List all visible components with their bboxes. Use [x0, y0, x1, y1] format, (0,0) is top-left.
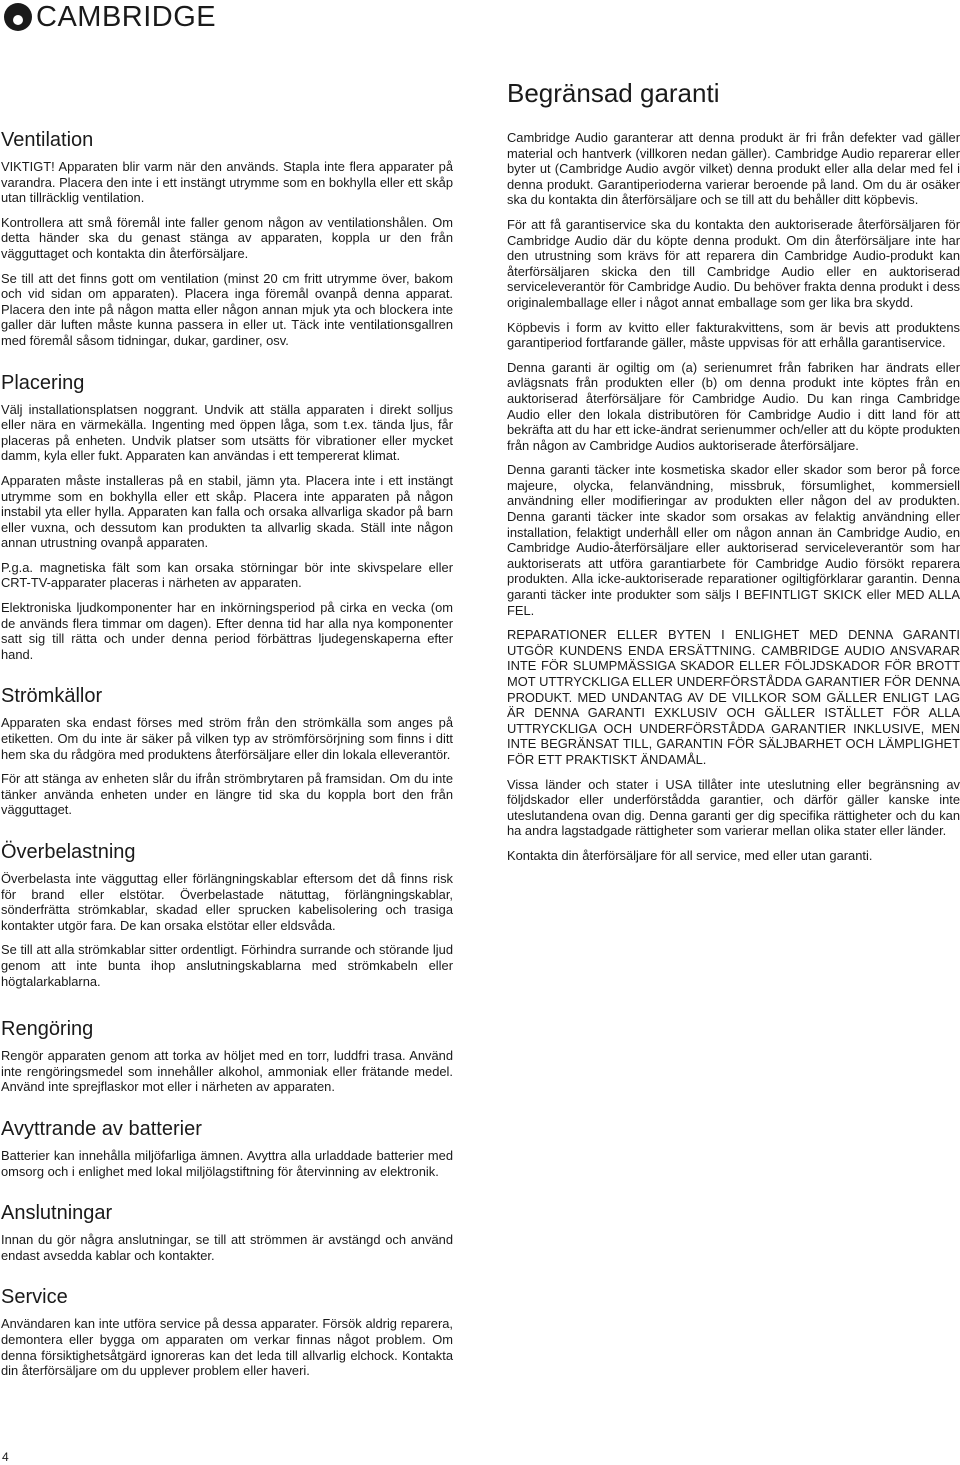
left-column [1, 126, 453, 1399]
paragraph: Innan du gör några anslutningar, se till att strömmen är avstängd och använd endast avsedda kablar och kontakter. [1, 1232, 453, 1263]
section-heading: Service [1, 1286, 68, 1309]
section-service [1, 1283, 453, 1378]
paragraph: Denna garanti är ogiltig om (a) serienumret från fabriken har ändrats eller avlägsnats från produkten eller (b) om denna produkt inte köptes från en auktoriserad återförsäljare för Cambridge Audio. Du kan ringa Cambridge Audio eller den lokala distributören för Cambridge Audio i ditt land för att bekräfta att du har ett icke-ändrat serienummer och/eller att du köpte produkten från någon av Cambridge Audios auktoriserade återförsäljare. [507, 359, 960, 453]
cambridge-logo-icon [4, 3, 32, 31]
paragraph: Denna garanti täcker inte kosmetiska skador eller skador som beror på force majeure, olycka, felanvändning, missbruk, försumlighet, kommersiell användning eller modifieringar av produkten eller någon del av produkten. Denna garanti täcker inte skador som orsakas av felaktig användning eller installation, felaktigt underhåll eller om någon annan än Cambridge Audio, en Cambridge Audio-återförsäljare eller auktoriserad serviceleverantör som har auktoriserats att utföra garantiarbete för Cambridge Audio försökt reparera produkten. Alla icke-auktoriserade reparationer ogiltigförklarar garantin. Denna garanti täcker inte produkter som säljs I BEFINTLIGT SKICK eller MED ALLA FEL. [507, 462, 960, 618]
paragraph: Se till att alla strömkablar sitter ordentligt. Förhindra surrande och störande ljud genom att inte bunta ihop anslutningskablarna med strömkabeln eller högtalarkablarna. [1, 942, 453, 989]
cambridge-logo [4, 2, 216, 32]
paragraph: Apparaten måste installeras på en stabil, jämn yta. Placera inte i ett instängt utrymme som en bokhylla eller ett skåp. Placera inte apparaten på någon instabil yta eller hylla. Apparaten kan falla och orsaka allvarliga skador på barn eller vuxna, och dessutom kan produkten ta allvarlig skada. Ställ inte någon annan utrustning ovanpå apparaten. [1, 472, 453, 551]
right-column [507, 76, 960, 873]
section-stromkallor [1, 682, 453, 818]
paragraph: Kontakta din återförsäljare för all service, med eller utan garanti. [507, 847, 873, 863]
section-heading: Ventilation [1, 129, 94, 151]
section-heading: Avyttrande av batterier [1, 1117, 202, 1140]
paragraph: Överbelasta inte vägguttag eller förlängningskablar eftersom det då finns risk för brand eller elstötar. Överbelastade nätuttag, förlängningskablar, sönderfrätta strömkablar, skadad eller sprucken kabelisolering och trasiga kontakter utgör fara. De kan orsaka elstötar eller eldsvåda. [1, 871, 453, 933]
paragraph: Elektroniska ljudkomponenter har en inkörningsperiod på cirka en vecka (om de används flera timmar om dagen). Efter denna tid har alla nya komponenter satt sig till rätta och under denna period förbättras ljudegenskaperna efter hand. [1, 600, 453, 662]
paragraph: Användaren kan inte utföra service på dessa apparater. Försök aldrig reparera, demontera eller bygga om apparaten om verkar finnas något problem. Om denna försiktighetsåtgärd ignoreras kan det leda till allvarlig elchock. Kontakta din återförsäljare om du upplever problem eller haveri. [1, 1316, 453, 1379]
paragraph: Se till att det finns gott om ventilation (minst 20 cm fritt utrymme över, bakom och vid sidan om apparaten). Placera inga föremål ovanpå denna apparat. Placera den inte på någon matta eller någon annan mjuk yta och blockera inte galler där luften måste kunna passera in eller ut. Täck inte ventilationsgallren med föremål såsom tidningar, dukar, gardiner, osv. [1, 270, 453, 348]
paragraph: Rengör apparaten genom att torka av höljet med en torr, luddfri trasa. Använd inte rengöringsmedel som innehåller alkohol, ammoniak eller frätande medel. Använd inte sprejflaskor mot eller i närheten av apparaten. [1, 1048, 453, 1095]
paragraph: Kontrollera att små föremål inte faller genom någon av ventilationshålen. Om detta händer ska du genast stänga av apparaten, koppla ur den från vägguttaget och kontakta din återförsäljare. [1, 214, 453, 261]
paragraph: För att få garantiservice ska du kontakta den auktoriserade återförsäljaren för Cambridge Audio där du köpte denna produkt. Om din återförsäljare inte har den utrustning som krävs för att reparera din Cambridge Audio-produkt kan återförsäljaren skicka den till Cambridge Audio eller en auktoriserad serviceleverantör för Cambridge Audio. Du behöver frakta denna produkt i dess originalemballage eller i något annat emballage som ger lika bra skydd. [507, 216, 960, 310]
paragraph: P.g.a. magnetiska fält som kan orsaka störningar bör inte skivspelare eller CRT-TV-apparater placeras i närheten av apparaten. [1, 559, 453, 591]
section-heading: Placering [1, 371, 85, 394]
paragraph: REPARATIONER ELLER BYTEN I ENLIGHET MED DENNA GARANTI UTGÖR KUNDENS ENDA ERSÄTTNING. CAMBRIDGE AUDIO ANSVARAR INTE FÖR SLUMPMÄSSIGA SKADOR ELLER FÖLJDSKADOR FÖR BROTT MOT UTTRYCKLIGA ELLER UNDERFÖRSTÅDDA GARANTIER FÖR DENNA PRODUKT. MED UNDANTAG AV DE VILLKOR SOM GÄLLER ENLIGT LAG ÄR DENNA GARANTI EXKLUSIV OCH GÄLLER ISTÄLLET FÖR ALLA UTTRYCKLIGA OCH UNDERFÖRSTÅDDA GARANTIER INKLUSIVE, MEN INTE BEGRÄNSAT TILL, GARANTIN FÖR SÄLJBARHET OCH LÄMPLIGHET FÖR ETT PRAKTISKT ÄNDAMÅL. [507, 627, 960, 767]
paragraph: Välj installationsplatsen noggrant. Undvik att ställa apparaten i direkt solljus eller nära en värmekälla. Ingenting med öppen låga, som t.ex. tända ljus, får placeras på enheten. Undvik platser som utsätts för vibrationer eller mycket damm, kyla eller fukt. Apparaten kan användas i ett tempererat klimat. [1, 401, 453, 464]
paragraph: För att stänga av enheten slår du ifrån strömbrytaren på framsidan. Om du inte tänker använda enheten under en längre tid ska du koppla bort den från vägguttaget. [1, 771, 453, 818]
paragraph: Apparaten ska endast förses med ström från den strömkälla som anges på etiketten. Om du inte är säker på vilken typ av strömförsörjning som finns i ditt hem ska du rådgöra med produktens återförsäljare eller din lokala elleverantör. [1, 715, 453, 762]
paragraph: VIKTIGT! Apparaten blir varm när den används. Stapla inte flera apparater på varandra. Placera den inte i ett instängt utrymme som en bokhylla eller ett skåp utan tillräcklig ventilation. [1, 159, 453, 206]
section-heading: Rengöring [1, 1018, 94, 1041]
section-rengoring [1, 1015, 453, 1095]
page-number: 4 [2, 1450, 9, 1464]
section-heading: Anslutningar [1, 1202, 113, 1225]
section-ventilation [1, 126, 453, 349]
section-overbelastning [1, 838, 453, 989]
paragraph: Cambridge Audio garanterar att denna produkt är fri från defekter vad gäller material och hantverk (villkoren nedan gäller). Cambridge Audio reparerar eller byter ut (Cambridge Audio avgör vilket) denna produkt eller alla delar med fel i denna produkt. Garantiperioderna varierar beroende på land. Om du är osäker ska du kontakta din återförsäljare och se till att du behåller ditt köpbevis. [507, 130, 960, 208]
section-heading: Överbelastning [1, 841, 136, 863]
paragraph: Köpbevis i form av kvitto eller fakturakvittens, som är bevis att produktens garantiperiod fortfarande gäller, måste uppvisas för att erhålla garantiservice. [507, 319, 960, 351]
paragraph: Batterier kan innehålla miljöfarliga ämnen. Avyttra alla urladdade batterier med omsorg och i enlighet med lokal miljölagstiftning för återvinning av elektronik. [1, 1147, 453, 1179]
paragraph: Vissa länder och stater i USA tillåter inte uteslutning eller begränsning av följdskador eller underförstådda garantier, och därför gäller kanske inte uteslutandena ovan dig. Denna garanti ger dig specifika rättigheter och du kan ha andra lagstadgade rättigheter som varierar mellan olika stater eller länder. [507, 776, 960, 839]
section-avyttrande-av-batterier [1, 1115, 453, 1179]
brand-name: CAMBRIDGE [36, 0, 217, 33]
warranty-heading: Begränsad garanti [507, 78, 720, 108]
section-heading: Strömkällor [1, 685, 103, 708]
section-placering [1, 369, 453, 663]
section-anslutningar [1, 1199, 453, 1263]
